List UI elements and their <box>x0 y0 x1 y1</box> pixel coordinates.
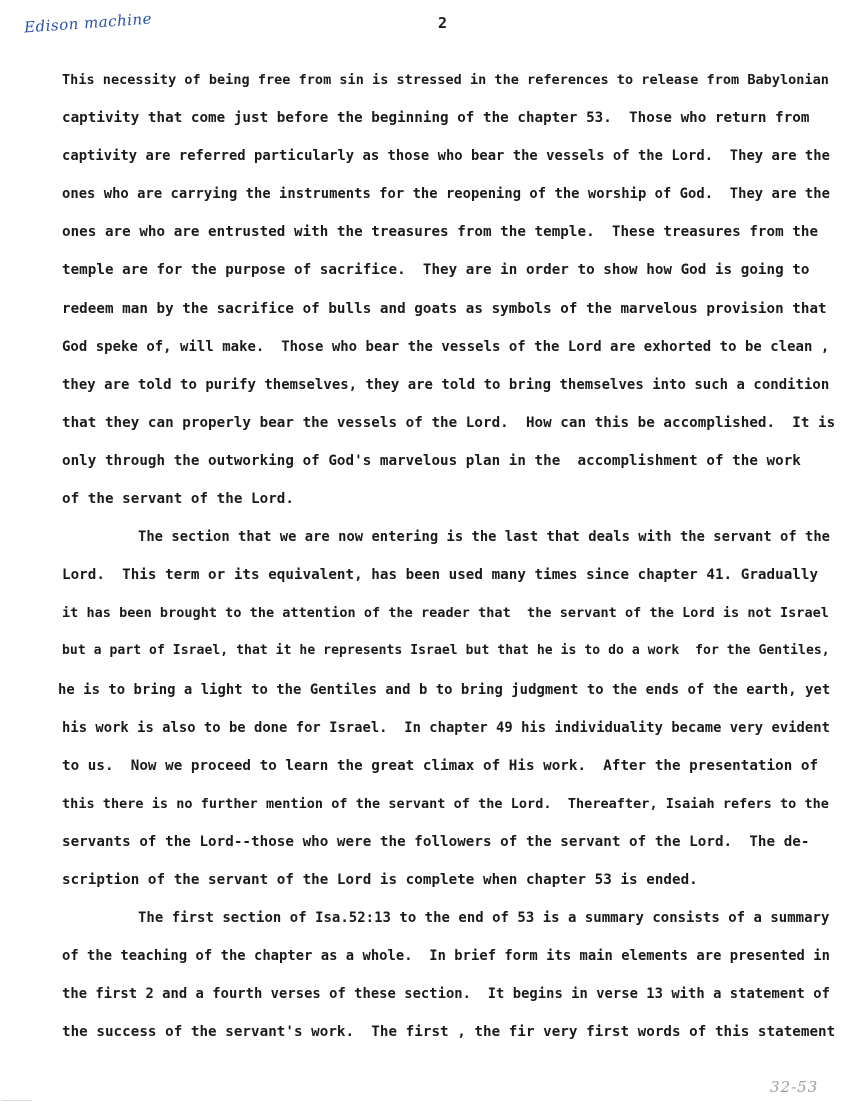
text-line: captivity are referred particularly as those who bear the vessels of the Lord. They are the <box>62 148 830 165</box>
text-line: temple are for the purpose of sacrifice. They are in order to show how God is going to <box>62 262 810 279</box>
text-line: that they can properly bear the vessels of the Lord. How can this be accomplished. It is <box>62 414 836 431</box>
text-line: his work is also to be done for Israel. In chapter 49 his individuality became very evident <box>62 719 830 736</box>
text-line: only through the outworking of God's marvelous plan in the accomplishment of the work <box>62 452 801 469</box>
text-line: ones are who are entrusted with the treasures from the temple. These treasures from the <box>62 224 819 241</box>
pencil-corner-note: 32-53 <box>770 1078 819 1096</box>
text-line: he is to bring a light to the Gentiles and b to bring judgment to the ends of the earth, yet <box>58 681 831 698</box>
text-line: it has been brought to the attention of the reader that the servant of the Lord is not Israel <box>62 605 829 622</box>
text-line: this there is no further mention of the servant of the Lord. Thereafter, Isaiah refers to the <box>62 795 829 812</box>
text-line: of the teaching of the chapter as a whole. In brief form its main elements are presented in <box>62 948 830 965</box>
text-line: scription of the servant of the Lord is complete when chapter 53 is ended. <box>62 871 698 888</box>
text-line: to us. Now we proceed to learn the great climax of His work. After the presentation of <box>62 757 819 774</box>
handwritten-note: Edison machine <box>23 9 153 37</box>
paragraph-start-line: The section that we are now entering is the last that deals with the servant of the <box>138 529 831 546</box>
typed-body <box>58 68 837 1058</box>
text-line: God speke of, will make. Those who bear the vessels of the Lord are exhorted to be clean , <box>62 338 830 355</box>
text-line: redeem man by the sacrifice of bulls and goats as symbols of the marvelous provision that <box>62 300 827 317</box>
text-line: servants of the Lord--those who were the followers of the servant of the Lord. The de- <box>62 833 810 850</box>
paragraph-start-line: The first section of Isa.52:13 to the end of 53 is a summary consists of a summary <box>138 910 830 927</box>
text-line: the success of the servant's work. The first , the fir very first words of this statement <box>62 1024 836 1041</box>
scan-edge-mark <box>2 1100 32 1101</box>
page-number: 2 <box>438 14 448 32</box>
text-line: captivity that come just before the beginning of the chapter 53. Those who return from <box>62 110 810 127</box>
text-line: This necessity of being free from sin is stressed in the references to release from Babylonian <box>62 72 829 88</box>
text-line: the first 2 and a fourth verses of these section. It begins in verse 13 with a statement of <box>62 986 830 1003</box>
text-line: Lord. This term or its equivalent, has been used many times since chapter 41. Gradually <box>62 567 819 584</box>
text-line: but a part of Israel, that it he represents Israel but that he is to do a work for the Gentiles, <box>62 643 830 659</box>
text-line: of the servant of the Lord. <box>62 491 294 508</box>
text-line: ones who are carrying the instruments for the reopening of the worship of God. They are the <box>62 186 830 203</box>
text-line: they are told to purify themselves, they are told to bring themselves into such a condition <box>62 376 830 393</box>
